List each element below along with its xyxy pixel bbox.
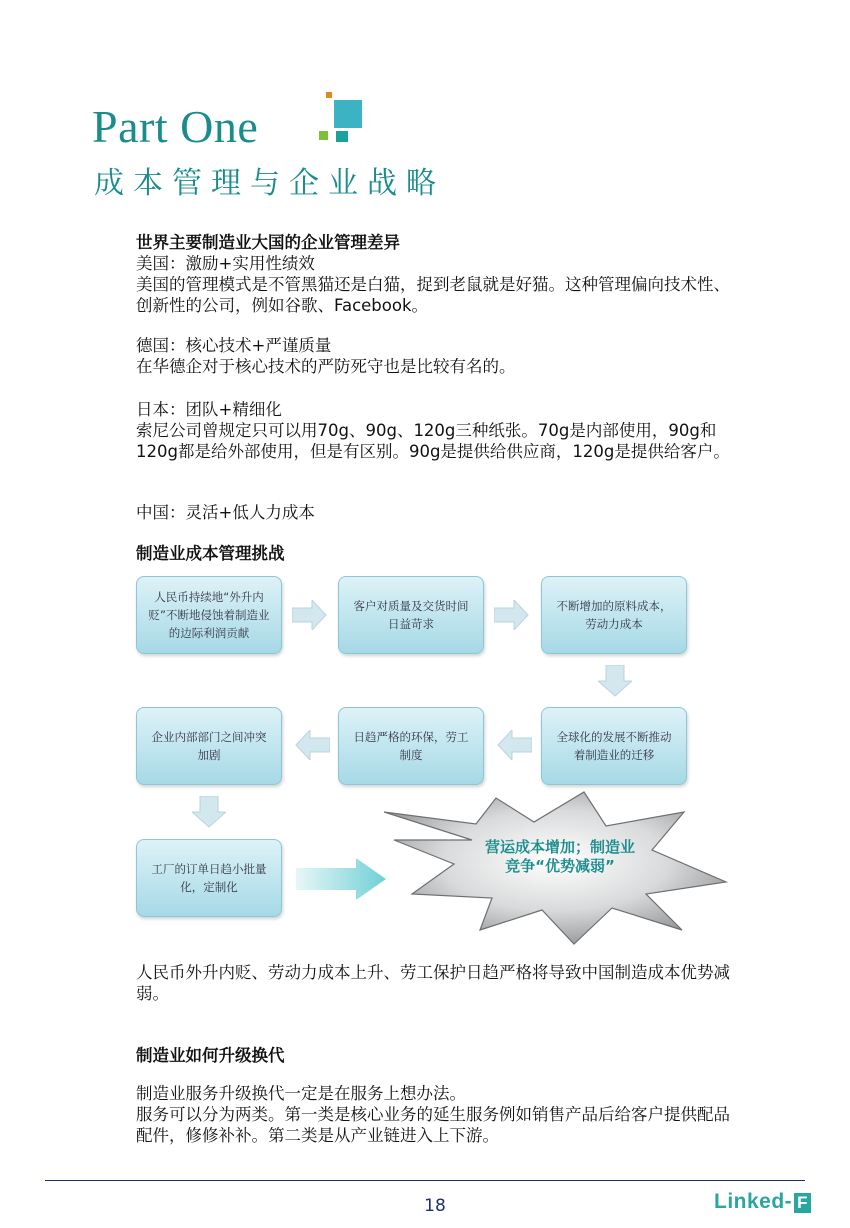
section3-heading: 制造业如何升级换代 — [136, 1046, 285, 1065]
arrow-right-icon — [494, 600, 530, 630]
brand-text: Linked- — [714, 1190, 793, 1213]
section3-line2: 服务可以分为两类。第一类是核心业务的延生服务例如销售产品后给客户提供配品配件，修修补补。第二类是从产业链进入上下游。 — [136, 1105, 730, 1145]
usa-label: 美国：激励+实用性绩效 — [136, 254, 315, 273]
flow-box-regulation: 日趋严格的环保，劳工制度 — [338, 707, 484, 785]
brand-mark: F — [794, 1193, 811, 1213]
arrow-left-icon — [294, 730, 330, 760]
flow-box-conflict: 企业内部部门之间冲突加剧 — [136, 707, 282, 785]
germany-label: 德国：核心技术+严谨质量 — [136, 336, 332, 355]
section2-heading: 制造业成本管理挑战 — [136, 544, 285, 563]
arrow-right-large-icon — [296, 858, 388, 900]
flow-box-customer: 客户对质量及交货时间日益苛求 — [338, 576, 484, 654]
part-subtitle: 成本管理与企业战略 — [94, 166, 445, 201]
starburst-label: 营运成本增加；制造业竞争“优势减弱” — [484, 838, 635, 875]
flow-box-orders: 工厂的订单日趋小批量化，定制化 — [136, 839, 282, 917]
flow-box-rmb: 人民币持续地“外升内贬”不断地侵蚀着制造业的边际利润贡献 — [136, 576, 282, 654]
flow-box-globalization: 全球化的发展不断推动着制造业的迁移 — [541, 707, 687, 785]
japan-text: 索尼公司曾规定只可以用70g、90g、120g三种纸张。70g是内部使用，90g和120g都是给外部使用，但是有区别。90g是提供给供应商，120g是提供给客户。 — [136, 421, 730, 461]
footer-divider — [45, 1180, 805, 1181]
flow-box-cost: 不断增加的原料成本，劳动力成本 — [541, 576, 687, 654]
section1-heading: 世界主要制造业大国的企业管理差异 — [136, 233, 400, 252]
germany-text: 在华德企对于核心技术的严防死守也是比较有名的。 — [136, 357, 516, 376]
usa-text: 美国的管理模式是不管黑猫还是白猫，捉到老鼠就是好猫。这种管理偏向技术性、创新性的公司，例如谷歌、Facebook。 — [136, 275, 730, 315]
brand-logo — [714, 1190, 811, 1214]
arrow-left-icon — [496, 730, 532, 760]
japan-label: 日本：团队+精细化 — [136, 400, 282, 419]
section3-line1: 制造业服务升级换代一定是在服务上想办法。 — [136, 1084, 466, 1103]
section2-summary: 人民币外升内贬、劳动力成本上升、劳工保护日趋严格将导致中国制造成本优势减弱。 — [136, 963, 730, 1003]
china-label: 中国：灵活+低人力成本 — [136, 503, 315, 522]
arrow-right-icon — [292, 600, 328, 630]
arrow-down-icon — [598, 665, 632, 697]
part-title: Part One — [92, 101, 259, 152]
arrow-down-icon — [192, 796, 226, 828]
page-number: 18 — [424, 1196, 446, 1216]
